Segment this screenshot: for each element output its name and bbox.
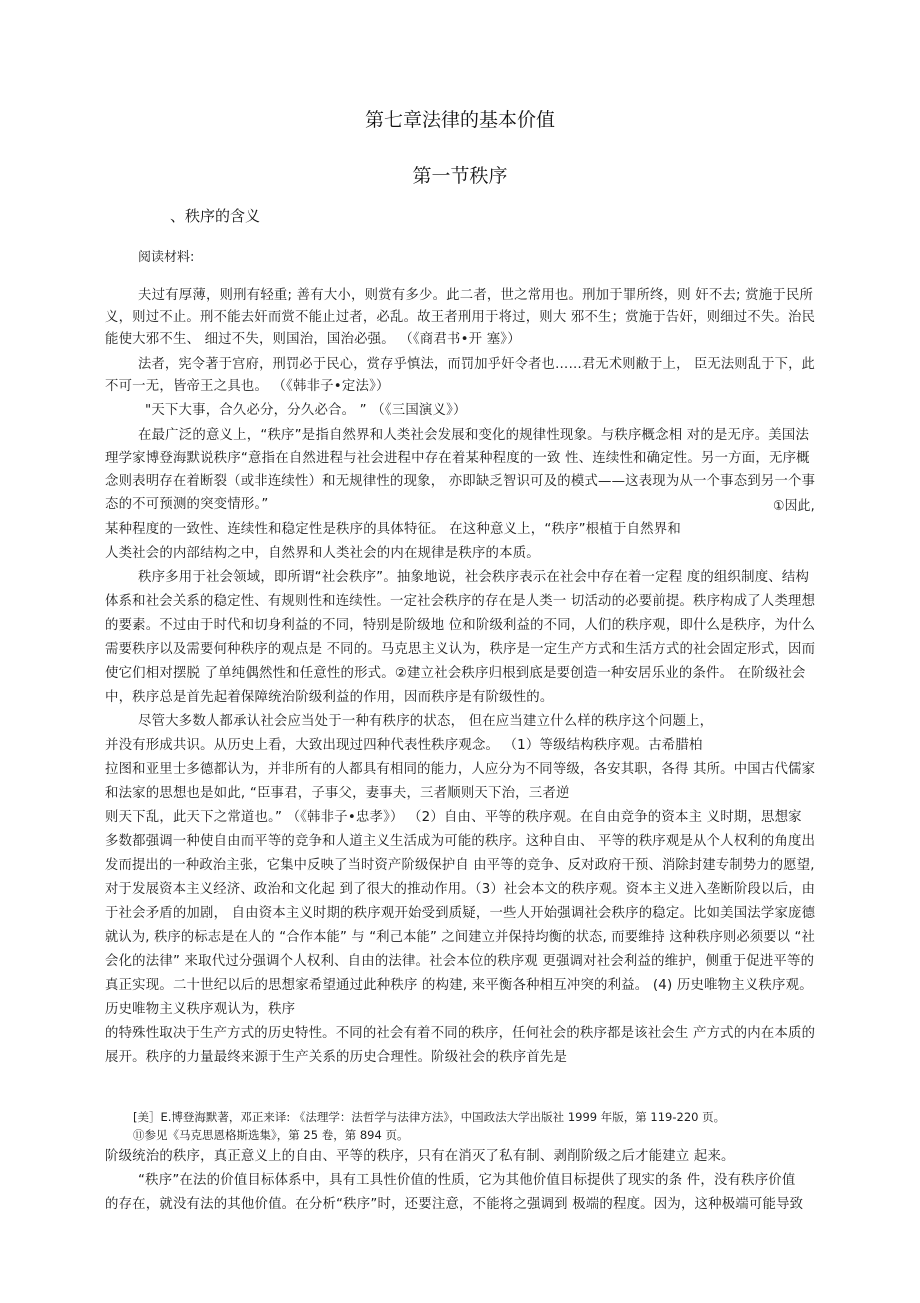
footnote-1: [美］E.博登海默著，邓正来译: 《法理学：法哲学与法律方法》，中国政法大学出版社 1999 年版，第 119-220 页。 xyxy=(133,1110,726,1124)
text-line: 的要素。不过由于时代和切身利益的不同，特别是阶级地 位和阶级利益的不同，人们的秩序观，即什么是秩序，为什么 xyxy=(105,618,816,633)
text-line: 展开。秩序的力量最终来源于生产关系的历史合理性。阶级社会的秩序首先是 xyxy=(105,1050,568,1065)
text-line: 阶级统治的秩序，真正意义上的自由、平等的秩序，只有在消灭了私有制、剥削阶级之后才能建立 起来。 xyxy=(105,1149,735,1164)
text-line: 拉图和亚里士多德都认为，并非所有的人都具有相同的能力，人应分为不同等级，各安其职，各得 其所。中国古代儒家 xyxy=(105,762,816,777)
text-line: “秩序”在法的价值目标体系中，具有工具性价值的性质，它为其他价值目标提供了现实的条 件，没有秩序价值 xyxy=(138,1173,796,1188)
text-line: 中，秩序总是首先起着保障统治阶级利益的作用，因而秩序是有阶级性的。 xyxy=(105,690,554,705)
text-line: 不可一无，皆帝王之具也。 （《韩非子•定法》） xyxy=(105,379,390,394)
text-line: 秩序多用于社会领域，即所谓“社会秩序”。抽象地说，社会秩序表示在社会中存在着一定程 度的组织制度、结构 xyxy=(138,570,810,585)
footnote-marker-line: ①因此, xyxy=(773,499,815,514)
text-line: 夫过有厚薄，则刑有轻重; 善有大小，则赏有多少。此二者，世之常用也。刑加于罪所终，则 奸不去; 赏施于民所 xyxy=(138,288,814,303)
text-line: 体系和社会关系的稳定性、有规则性和连续性。一定社会秩序的存在是人类一 切活动的必要前提。秩序构成了人类理想 xyxy=(105,594,816,609)
text-line: 会化的法律” 来取代过分强调个人权利、自由的法律。社会本位的秩序观 更强调对社会利益的维护，侧重于促进平等的 xyxy=(105,954,815,969)
text-line: "天下大事，合久必分，分久必合。 ” （《三国演义》） xyxy=(145,403,467,418)
text-line: 能使大邪不生、 细过不失，则国治，国治必强。 （《商君书•开 塞》） xyxy=(105,332,521,347)
text-line: 态的不可预测的突变情形。” xyxy=(105,497,269,512)
text-line: 理学家博登海默说秩序“意指在自然进程与社会进程中存在着某种程度的一致 性、连续性和确定性。另一方面，无序概 xyxy=(105,451,810,466)
text-line: 需要秩序以及需要何种秩序的观点是 不同的。马克思主义认为，秩序是一定生产方式和生活方式的社会固定形式，因而 xyxy=(105,642,816,657)
text-line: 历史唯物主义秩序观认为，秩序 xyxy=(105,1002,296,1017)
text-line: 在最广泛的意义上，“秩序”是指自然界和人类社会发展和变化的规律性现象。与秩序概念相 对的是无序。美国法 xyxy=(138,428,810,443)
text-line: 念则表明存在着断裂（或非连续性）和无规律性的现象， 亦即缺乏智识可及的模式——这表现为从一个事态到另一个事 xyxy=(105,474,816,489)
text-line: 则天下乱，此天下之常道也。” （《韩非子•忠孝》） （2）自由、平等的秩序观。在自由竞争的资本主 义时期，思想家 xyxy=(105,810,802,825)
text-line: 发而提出的一种政治主张，它集中反映了当时资产阶级保护自 由平等的竞争、反对政府干预、消除封建专制势力的愿望, xyxy=(105,858,815,873)
footnote-2: ⑪参见《马克思恩格斯选集》，第 25 卷，第 894 页。 xyxy=(133,1128,409,1142)
text-line: 对于发展资本主义经济、政治和文化起 到了很大的推动作用。（3）社会本文的秩序观。资本主义进入垄断阶段以后，由 xyxy=(105,882,816,897)
text-line: 使它们相对摆脱 了单纯偶然性和任意性的形式。②建立社会秩序归根到底是要创造一种安居乐业的条件。 在阶级社会 xyxy=(105,666,806,681)
chapter-title: 第七章法律的基本价值 xyxy=(364,109,555,131)
text-line: 尽管大多数人都承认社会应当处于一种有秩序的状态， 但在应当建立什么样的秩序这个问题上， xyxy=(138,714,714,729)
text-line: 于社会矛盾的加剧， 自由资本主义时期的秩序观开始受到质疑，一些人开始强调社会秩序的稳定。比如美国法学家庞德 xyxy=(105,906,816,921)
text-line: 真正实现。二十世纪以后的思想家希望通过此种秩序 的构建, 来平衡各种相互冲突的利益。 (4) 历史唯物主义秩序观。 xyxy=(105,978,813,993)
text-line: 义，则过不止。刑不能去奸而赏不能止过者，必乱。故王者刑用于将过，则大 邪不生；赏施于告奸，则细过不失。治民 xyxy=(105,310,816,325)
reading-label: 阅读材料: xyxy=(138,250,195,265)
text-line: 人类社会的内部结构之中，自然界和人类社会的内在规律是秩序的本质。 xyxy=(105,546,540,561)
text-line: 和法家的思想也是如此, “臣事君，子事父，妻事夫，三者顺则天下治，三者逆 xyxy=(105,786,570,801)
text-line: 的特殊性取决于生产方式的历史特性。不同的社会有着不同的秩序，任何社会的秩序都是该社会生 产方式的内在本质的 xyxy=(105,1026,816,1041)
text-line: 法者，宪令著于宫府，刑罚必于民心，赏存乎慎法，而罚加乎奸令者也……君无术则敝于上， 臣无法则乱于下，此 xyxy=(138,357,816,372)
section-title: 第一节秩序 xyxy=(412,165,508,187)
subsection-heading: 、秩序的含义 xyxy=(170,207,261,225)
text-line: 的存在，就没有法的其他价值。在分析“秩序”时，还要注意，不能将之强调到 极端的程度。因为，这种极端可能导致 xyxy=(105,1197,804,1212)
text-line: 多数都强调一种使自由而平等的竞争和人道主义生活成为可能的秩序。这种自由、 平等的秩序观是从个人权利的角度出 xyxy=(105,834,816,849)
text-line: 某种程度的一致性、连续性和稳定性是秩序的具体特征。 在这种意义上，“秩序”根植于自然界和 xyxy=(105,522,681,537)
text-line: 就认为, 秩序的标志是在人的 “合作本能” 与 “利己本能” 之间建立并保持均衡的状态, 而要维持 这种秩序则必须要以 “社 xyxy=(105,930,816,945)
text-line: 并没有形成共识。从历史上看，大致出现过四种代表性秩序观念。 （1）等级结构秩序观。古希腊柏 xyxy=(105,738,703,753)
